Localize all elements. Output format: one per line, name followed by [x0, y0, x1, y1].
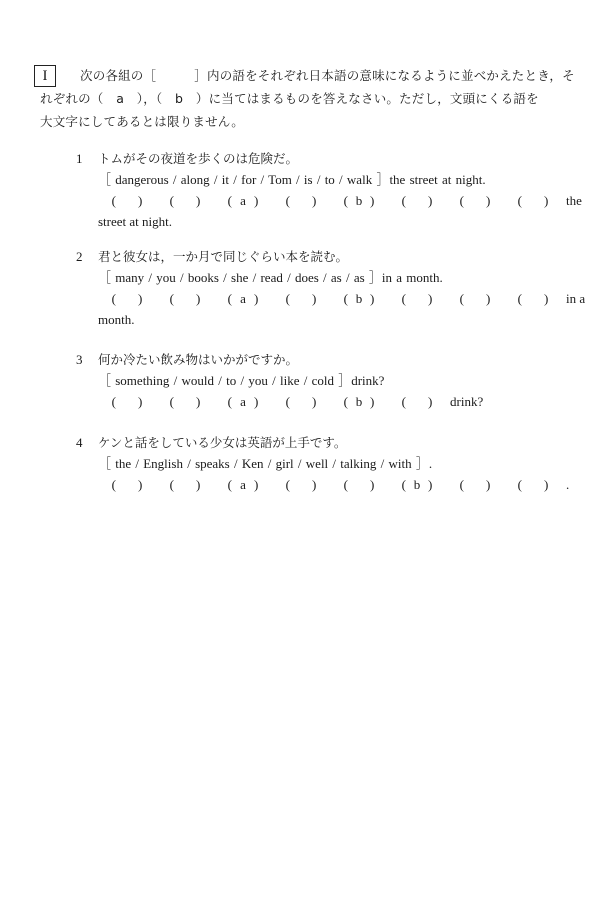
question-1 — [76, 148, 586, 232]
instructions-line-1: 次の各組の［ ］内の語をそれぞれ日本語の意味になるように並べかえたとき，そ — [80, 68, 575, 83]
answer-blank: ( ) — [459, 193, 491, 208]
answer-blank: ( ) — [285, 193, 317, 208]
question-4 — [76, 432, 586, 495]
blank-letter: a — [240, 291, 246, 306]
blank-letter: b — [355, 193, 363, 208]
instructions-line-2: れぞれの（ a ），（ b ）に当てはまるものを答えなさい。ただし，文頭にくる語を — [40, 91, 539, 106]
answer-blank-b: ( b ) — [330, 288, 388, 309]
question-japanese: 何か冷たい飲み物はいかがですか。 — [98, 352, 299, 367]
answer-blank: ( ) — [111, 394, 143, 409]
blank-letter: b — [413, 477, 421, 492]
answer-blank: ( ) — [285, 394, 317, 409]
answer-blank-a: ( a ) — [214, 190, 272, 211]
answer-blank: ( ) — [111, 193, 143, 208]
blank-letter: b — [355, 394, 363, 409]
question-number: 1 — [76, 151, 83, 166]
answer-blank: ( ) — [517, 193, 549, 208]
answer-blank: ( ) — [169, 193, 201, 208]
answer-blanks — [76, 190, 586, 211]
answer-blank-b: ( b ) — [330, 391, 388, 412]
answer-blank: ( ) — [517, 291, 549, 306]
answer-blank-a: ( a ) — [214, 288, 272, 309]
word-bank: ［ many / you / books / she / read / does / as / as ］in a month. — [98, 270, 443, 285]
answer-blank: ( ) — [111, 291, 143, 306]
answer-blank: ( ) — [517, 477, 549, 492]
blank-letter: b — [355, 291, 363, 306]
answer-blank: ( ) — [459, 291, 491, 306]
question-2 — [76, 246, 586, 330]
answer-blank: ( ) — [169, 291, 201, 306]
sentence-tail: . — [566, 477, 570, 492]
answer-blank: ( ) — [111, 477, 143, 492]
answer-blank: ( ) — [459, 477, 491, 492]
answer-blank: ( ) — [401, 193, 433, 208]
answer-blanks — [76, 288, 586, 309]
sentence-tail: the — [566, 193, 582, 208]
sentence-tail: drink? — [450, 394, 484, 409]
sentence-continuation: street at night. — [98, 214, 173, 229]
answer-blank: ( ) — [285, 477, 317, 492]
question-3 — [76, 349, 586, 412]
question-number: 2 — [76, 249, 83, 264]
question-number: 3 — [76, 352, 83, 367]
answer-blank: ( ) — [169, 477, 201, 492]
question-japanese: 君と彼女は，一か月で同じぐらい本を読む。 — [98, 249, 349, 264]
answer-blank: ( ) — [343, 477, 375, 492]
answer-blanks — [76, 391, 586, 412]
question-number: 4 — [76, 435, 83, 450]
word-bank: ［ the / English / speaks / Ken / girl / well / talking / with ］. — [98, 456, 433, 471]
word-bank: ［ dangerous / along / it / for / Tom / is / to / walk ］the street at night. — [98, 172, 486, 187]
question-japanese: ケンと話をしている少女は英語が上手です。 — [98, 435, 347, 450]
instructions — [40, 64, 580, 133]
answer-blanks — [76, 474, 586, 495]
answer-blank-b: ( b ) — [330, 190, 388, 211]
question-japanese: トムがその夜道を歩くのは危険だ。 — [98, 151, 299, 166]
answer-blank-a: ( a ) — [214, 391, 272, 412]
blank-letter: a — [240, 193, 246, 208]
instructions-line-3: 大文字にしてあるとは限りません。 — [40, 114, 244, 129]
section-label: I — [42, 68, 48, 84]
answer-blank: ( ) — [285, 291, 317, 306]
answer-blank-a: ( a ) — [214, 474, 272, 495]
word-bank: ［ something / would / to / you / like / cold ］drink? — [98, 373, 385, 388]
sentence-tail: in a — [566, 291, 586, 306]
blank-letter: a — [240, 477, 246, 492]
answer-blank-b: ( b ) — [388, 474, 446, 495]
answer-blank: ( ) — [401, 394, 433, 409]
answer-blank: ( ) — [169, 394, 201, 409]
sentence-continuation: month. — [98, 312, 135, 327]
answer-blank: ( ) — [401, 291, 433, 306]
blank-letter: a — [240, 394, 246, 409]
